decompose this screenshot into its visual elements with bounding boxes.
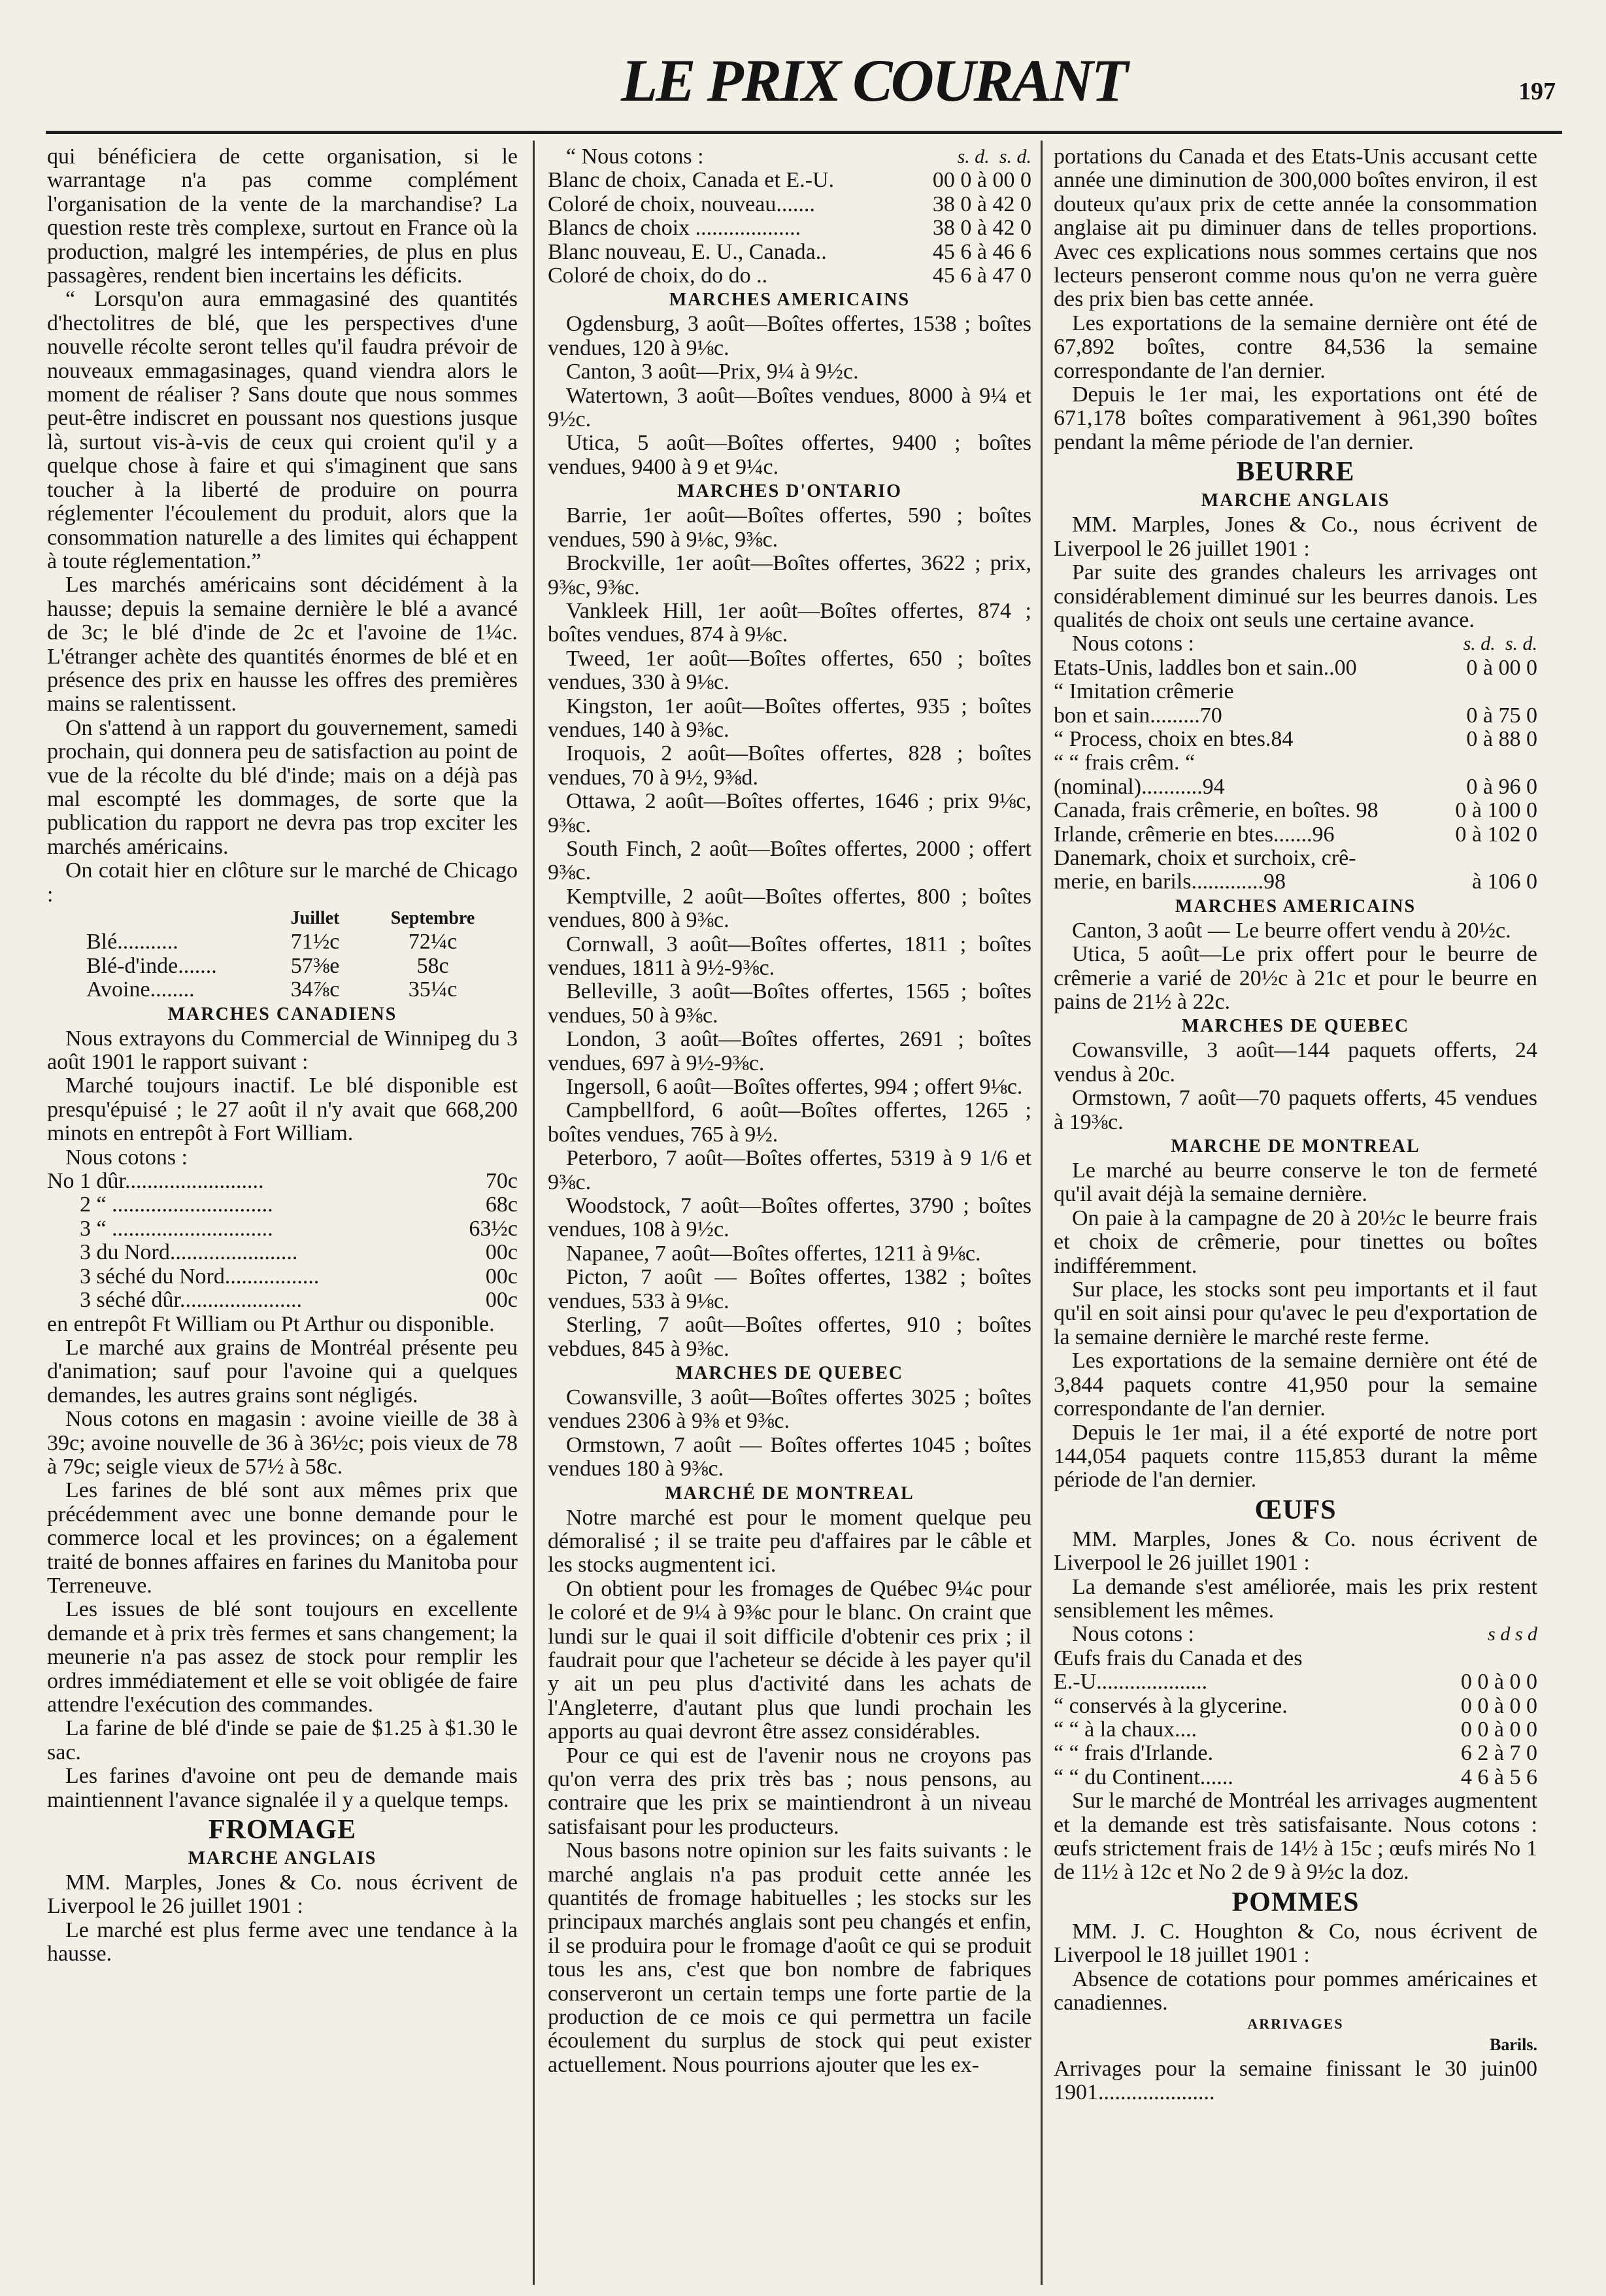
section-heading: MARCHE DE MONTREAL [1171,1136,1420,1157]
col-header: Septembre [390,908,475,928]
row-label: Blé........... [86,930,178,954]
section-heading: MARCHES DE QUEBEC [675,1362,904,1383]
row-value: 68c [485,1192,518,1217]
unit-label: Barils. [1490,2035,1537,2055]
paragraph: portations du Canada et des Etats-Unis accusant cette année une diminution de 300,000 boîtes environ, il est douteux qu'aux prix de cette année la consommation anglaise ait pu diminuer dans de telles proportions. Avec ces explications nous sommes certains que nos lecteurs penseront comme nous qu'on ne verra guère des prix bien bas cette année. [1054,145,1537,312]
paragraph: Belleville, 3 août—Boîtes offertes, 1565 ; boîtes vendues, 50 à 9⅜c. [548,979,1031,1028]
col-header: Juillet [290,908,340,928]
price-row [548,193,1031,216]
paragraph: Ingersoll, 6 août—Boîtes offertes, 994 ; offert 9⅛c. [566,1075,1023,1100]
paragraph: Le marché aux grains de Montréal présente peu d'animation; sauf pour l'avoine qui a quelques demandes, les autres grains sont négligés. [47,1335,518,1408]
paragraph: Campbellford, 6 août—Boîtes offertes, 1265 ; boîtes vendues, 765 à 9½. [548,1098,1031,1147]
row-value: 00 0 à 00 0 [932,168,1031,193]
section-heading: MARCHES AMERICAINS [1175,896,1416,917]
row-label: Arrivages pour la semaine finissant le 30 juin 1901..................... [1054,2056,1515,2105]
paragraph: Sur place, les stocks sont peu importants et il faut qu'il en soit ainsi pour qu'avec le peu d'exportation de la semaine dernière le marché reste ferme. [1054,1277,1537,1349]
row-label: “ “ à la chaux.... [1054,1717,1197,1742]
column-divider [1041,141,1043,2285]
paragraph: Le marché est plus ferme avec une tendance à la hausse. [47,1917,518,1967]
row-label: Blanc nouveau, E. U., Canada.. [548,239,827,264]
price-row [47,1193,518,1217]
section-heading: ARRIVAGES [1247,2016,1344,2033]
unit-label: s. d. [957,146,990,167]
paragraph: Marché toujours inactif. Le blé disponible est presqu'épuisé ; le 27 août il n'y avait que 668,200 minots en entrepôt à Fort William. [47,1073,518,1146]
header-units [958,145,1031,169]
paragraph: Kemptville, 2 août—Boîtes offertes, 800 ; boîtes vendues, 800 à 9⅜c. [548,884,1031,933]
row-label: bon et sain.........70 [1054,703,1222,728]
paragraph: Les marchés américains sont décidément à la hausse; depuis la semaine dernière le blé a avancé de 3c; le blé d'inde de 2c et l'avoine de 1¼c. L'étranger achète des quantités énormes de blé et en présence des prix en hausse les offres des premières mains se ralentissent. [47,573,518,717]
paragraph: Napanee, 7 août—Boîtes offertes, 1211 à 9⅛c. [566,1241,981,1266]
paragraph: Watertown, 3 août—Boîtes vendues, 8000 à 9¼ et 9½c. [548,383,1031,432]
row-value: 00 [1515,2056,1537,2081]
row-value: 0 à 00 0 [1466,655,1537,680]
price-row [1054,799,1537,822]
paragraph: Barrie, 1er août—Boîtes offertes, 590 ; boîtes vendues, 590 à 9⅛c, 9⅜c. [548,503,1031,552]
section-title: FROMAGE [208,1815,357,1846]
paragraph: Picton, 7 août — Boîtes offertes, 1382 ; boîtes vendues, 533 à 9⅛c. [548,1265,1031,1313]
section-heading: MARCHES DE QUEBEC [1181,1016,1410,1037]
paragraph: Notre marché est pour le moment quelque peu démoralisé ; il se traite peu d'affaires par le câble et les stocks augmentent ici. [548,1505,1031,1578]
page-number: 197 [1518,78,1556,105]
row-value: 0 à 102 0 [1455,822,1537,847]
row-label: Blanc de choix, Canada et E.-U. [548,168,835,193]
paragraph: Nous cotons en magasin : avoine vieille de 38 à 39c; avoine nouvelle de 36 à 36½c; pois vieux de 78 à 79c; seigle vieux de 57½ à 58c. [47,1407,518,1479]
paragraph: en entrepôt Ft William ou Pt Arthur ou disponible. [47,1311,495,1336]
paragraph: Utica, 5 août—Boîtes offertes, 9400 ; boîtes vendues, 9400 à 9 et 9¼c. [548,431,1031,479]
paragraph: Cowansville, 3 août—Boîtes offertes 3025 ; boîtes vendues 2306 à 9⅜ et 9⅜c. [548,1385,1031,1434]
price-row [548,264,1031,288]
row-value: 38 0 à 42 0 [932,192,1031,216]
row-label: “ conservés à la glycerine. [1054,1693,1288,1718]
row-value: 00c [485,1240,518,1265]
row-value: à 106 0 [1471,869,1537,894]
masthead [46,26,1562,124]
unit-label: s. d. [1505,633,1537,655]
row-label: Blancs de choix ................... [548,216,801,241]
paragraph: Par suite des grandes chaleurs les arrivages ont considérablement diminué sur les beurres danois. Les qualités de choix ont seuls une certaine avance. [1054,560,1537,632]
paragraph: Vankleek Hill, 1er août—Boîtes offertes, 874 ; boîtes vendues, 874 à 9⅛c. [548,598,1031,647]
paragraph: MM. Marples, Jones & Co. nous écrivent de Liverpool le 26 juillet 1901 : [1054,1527,1537,1576]
price-row [47,1241,518,1264]
section-title: ŒUFS [1254,1494,1337,1525]
row-label: E.-U.................... [1054,1670,1208,1695]
row-value: 0 0 à 0 0 [1460,1717,1537,1742]
row-label: 3 “ ............................. [80,1216,273,1241]
paragraph: Sur le marché de Montréal les arrivages augmentent et la demande est très satisfaisante. Nous cotons : œufs strictement frais de 14½ à 15c ; œufs mirés No 1 de 11½ à 12c et No 2 de 9 à 9½c la doz. [1054,1789,1537,1885]
column-3 [1054,145,1537,2283]
row-label: Avoine........ [86,977,195,1002]
paragraph: Tweed, 1er août—Boîtes offertes, 650 ; boîtes vendues, 330 à 9⅛c. [548,646,1031,695]
paragraph: Canton, 3 août—Prix, 9¼ à 9½c. [566,360,859,384]
section-title: BEURRE [1236,457,1355,488]
paragraph: Les farines d'avoine ont peu de demande mais maintiennent l'avance signalée il y a quelque temps. [47,1764,518,1812]
paragraph: “ Lorsqu'on aura emmagasiné des quantités d'hectolitres de blé, que les perspectives d'une nouvelle récolte seront telles qu'il faudra prévoir de nouveaux emmagasinages, quand viendra alors le moment de réaliser ? Sans doute que nous sommes peut-être indiscret en poussant nos questions jusque là, surtout vis-à-vis de ceux qui croient qu'il y a quelque chose à faire et qui s'imaginent que sans toucher à la liberté de produire on pourra réglementer l'écoulement du produit, alors que la consommation naturelle a des limites qui échappent à toute réglementation.” [47,287,518,573]
unit-label: s. d. [999,146,1031,167]
row-label: “ Process, choix en btes.84 [1054,726,1294,751]
price-row [548,216,1031,240]
paragraph: Brockville, 1er août—Boîtes offertes, 3622 ; prix, 9⅜c, 9⅜c. [548,551,1031,599]
price-row [1054,1647,1537,1670]
paragraph: Woodstock, 7 août—Boîtes offertes, 3790 ; boîtes vendues, 108 à 9½c. [548,1194,1031,1242]
row-label: 2 “ ............................. [80,1192,273,1217]
paragraph: Ormstown, 7 août—70 paquets offerts, 45 vendues à 19⅜c. [1054,1086,1537,1134]
paragraph: Sterling, 7 août—Boîtes offertes, 910 ; boîtes vebdues, 845 à 9⅜c. [548,1313,1031,1361]
paragraph: Les exportations de la semaine dernière ont été de 67,892 boîtes, contre 84,536 la semaine correspondante de l'an dernier. [1054,311,1537,383]
price-row [1054,870,1537,894]
row-label: No 1 dûr......................... [47,1169,264,1194]
paragraph: Iroquois, 2 août—Boîtes offertes, 828 ; boîtes vendues, 70 à 9½, 9⅜d. [548,741,1031,790]
row-label: merie, en barils.............98 [1054,869,1286,894]
header-label: Nous cotons : [1072,632,1194,656]
paragraph: On obtient pour les fromages de Québec 9¼c pour le coloré et de 9¼ à 9⅜c pour le blanc. On craint que lundi sur le quai il soit difficile d'obtenir ces prix ; il faudrait pour que l'acheteur se décide à les payer qu'il y ait un peu plus d'activité dans les achats de l'Angleterre, d'autant plus que lundi prochain les apports au quai devront être assez considérables. [548,1576,1031,1744]
price-row [1054,704,1537,728]
paragraph: La demande s'est améliorée, mais les prix restent sensiblement les mêmes. [1054,1574,1537,1623]
price-row [1054,1670,1537,1694]
section-heading: MARCHES D'ONTARIO [677,481,902,502]
table-header [1054,632,1537,656]
paragraph: Les issues de blé sont toujours en excellente demande et à prix très fermes et sans changement; la meunerie n'a pas assez de stock pour remplir les ordres immédiatement et elle se voit obligée de faire attendre l'exécution des commandes. [47,1597,518,1717]
section-heading: MARCHÉ DE MONTREAL [665,1483,914,1504]
paragraph: Canton, 3 août — Le beurre offert vendu à 20½c. [1072,918,1511,943]
column-2 [548,145,1031,2283]
price-row [1054,775,1537,799]
price-row [47,1170,518,1193]
paragraph: Nous basons notre opinion sur les faits suivants : le marché anglais n'a pas produit cette année les quantités de fromage habituelles ; les stocks sur les principaux marchés anglais sont peu changés et enfin, il se produira pour le fromage d'août ce qui se produit tous les ans, c'est que bon nombre de fabriques conserveront un certain temps une forte partie de la production de ce mois ce qui permettra un facile écoulement du surplus de stock qui peut exister actuellement. Nous pourrions ajouter que les ex- [548,1838,1031,2077]
cell: 35¼c [408,977,458,1002]
price-row [1054,728,1537,751]
column-1 [47,145,518,2283]
paragraph: Les farines de blé sont aux mêmes prix que précédemment avec une bonne demande pour le commerce local et les provinces; on a également traité de bonnes affaires en farines du Manitoba pour Terreneuve. [47,1478,518,1598]
unit-label: s. d. [1463,633,1496,655]
paragraph: Depuis le 1er mai, il a été exporté de notre port 144,054 paquets contre 115,853 durant la même période de l'an dernier. [1054,1420,1537,1493]
paragraph: Nous cotons : [65,1145,188,1170]
row-label: 3 séché dûr...................... [80,1288,302,1313]
row-label: Blé-d'inde....... [86,953,217,978]
price-row [548,169,1031,192]
price-row [47,1217,518,1241]
row-label: “ “ du Continent...... [1054,1764,1233,1789]
paragraph: MM. Marples, Jones & Co., nous écrivent de Liverpool le 26 juillet 1901 : [1054,513,1537,561]
price-row [1054,823,1537,847]
row-label: Œufs frais du Canada et des [1054,1646,1303,1670]
price-row [1054,680,1537,703]
price-row [1054,656,1537,680]
paragraph: Ottawa, 2 août—Boîtes offertes, 1646 ; prix 9⅛c, 9⅜c. [548,789,1031,837]
paragraph: On cotait hier en clôture sur le marché de Chicago : [47,858,518,907]
price-row [1054,1742,1537,1765]
paragraph: MM. Marples, Jones & Co. nous écrivent de Liverpool le 26 juillet 1901 : [47,1870,518,1919]
row-value: 0 à 100 0 [1455,798,1537,823]
price-row [47,1289,518,1312]
row-value: 70c [485,1169,518,1194]
row-value: 4 6 à 5 6 [1460,1764,1537,1789]
row-value: 0 0 à 0 0 [1460,1693,1537,1718]
paragraph: qui bénéficiera de cette organisation, si le warrantage n'a pas comme complément l'organisation de la vente de la marchandise? La question reste très complexe, surtout en France où la production, malgré les intempéries, de plus en plus passagères, rendent bien incertains les déficits. [47,145,518,288]
paragraph: Pour ce qui est de l'avenir nous ne croyons pas qu'on verra des prix très bas ; nous pensons, au contraire que les prix se maintiendront à un niveau satisfaisant pour les producteurs. [548,1743,1031,1839]
row-label: Etats-Unis, laddles bon et sain..00 [1054,655,1357,680]
newspaper-logo: LE PRIX COURANT [621,47,1126,114]
paragraph: Ormstown, 7 août — Boîtes offertes 1045 ; boîtes vendues 180 à 9⅜c. [548,1432,1031,1481]
row-label: “ “ frais d'Irlande. [1054,1741,1213,1766]
section-heading: MARCHE ANGLAIS [188,1848,377,1869]
row-label: (nominal)...........94 [1054,774,1225,799]
price-row [1054,1766,1537,1789]
paragraph: Utica, 5 août—Le prix offert pour le beurre de crêmerie a varié de 20½c à 21c et pour le beurre en pains de 21½ à 22c. [1054,942,1537,1014]
price-row [548,241,1031,264]
header-rule [46,131,1562,134]
cell: 71½c [290,930,340,954]
row-label: “ “ frais crêm. “ [1054,751,1196,775]
row-value: 38 0 à 42 0 [932,216,1031,241]
price-row [1054,751,1537,775]
paragraph: Cornwall, 3 août—Boîtes offertes, 1811 ; boîtes vendues, 1811 à 9½-9⅜c. [548,932,1031,980]
section-heading: MARCHES CANADIENS [167,1004,397,1024]
row-label: Danemark, choix et surchoix, crê- [1054,845,1356,870]
row-value: 6 2 à 7 0 [1460,1741,1537,1766]
row-label: Canada, frais crêmerie, en boîtes. 98 [1054,798,1379,823]
header-label: Nous cotons : [1072,1622,1194,1647]
paragraph: La farine de blé d'inde se paie de $1.25 à $1.30 le sac. [47,1716,518,1764]
row-label: 3 du Nord....................... [80,1240,298,1265]
row-value: 0 à 88 0 [1466,726,1537,751]
row-label: 3 séché du Nord................. [80,1264,320,1289]
paragraph: Peterboro, 7 août—Boîtes offertes, 5319 à 9 1/6 et 9⅜c. [548,1146,1031,1194]
row-value: 0 à 96 0 [1466,774,1537,799]
paragraph: Nous extrayons du Commercial de Winnipeg du 3 août 1901 le rapport suivant : [47,1026,518,1075]
row-label: Coloré de choix, do do .. [548,263,768,288]
section-heading: MARCHES AMERICAINS [669,290,911,311]
paragraph: MM. J. C. Houghton & Co, nous écrivent de Liverpool le 18 juillet 1901 : [1054,1919,1537,1968]
section-heading: MARCHE ANGLAIS [1201,490,1390,511]
header-label: “ Nous cotons : [566,145,704,169]
paragraph: Absence de cotations pour pommes américaines et canadiennes. [1054,1967,1537,2016]
row-label: Irlande, crêmerie en btes.......96 [1054,822,1335,847]
row-value: 0 à 75 0 [1466,703,1537,728]
row-value: 45 6 à 46 6 [932,239,1031,264]
column-divider [533,141,535,2285]
row-label: Coloré de choix, nouveau....... [548,192,815,216]
cell: 57⅜e [290,953,340,978]
paragraph: Kingston, 1er août—Boîtes offertes, 935 ; boîtes vendues, 140 à 9⅜c. [548,694,1031,742]
paragraph: On paie à la campagne de 20 à 20½c le beurre frais et choix de crêmerie, pour tinettes ou boîtes indifféremment. [1054,1206,1537,1278]
header-units: s d s d [1488,1623,1537,1646]
header-units [1464,632,1537,656]
cell: 58c [416,953,449,978]
row-value: 00c [485,1288,518,1313]
paragraph: South Finch, 2 août—Boîtes offertes, 2000 ; offert 9⅜c. [548,836,1031,885]
paragraph: Cowansville, 3 août—144 paquets offerts, 24 vendus à 20c. [1054,1038,1537,1087]
paragraph: Les exportations de la semaine dernière ont été de 3,844 paquets contre 41,950 pour la semaine correspondante de l'an dernier. [1054,1349,1537,1421]
table-header [548,145,1031,169]
cell: 34⅞c [290,977,340,1002]
price-row [1054,1695,1537,1718]
row-value: 45 6 à 47 0 [932,263,1031,288]
paragraph: Ogdensburg, 3 août—Boîtes offertes, 1538 ; boîtes vendues, 120 à 9⅛c. [548,312,1031,360]
row-value: 0 0 à 0 0 [1460,1670,1537,1695]
price-row [47,1265,518,1289]
row-label: “ Imitation crêmerie [1054,679,1234,704]
row-value: 63½c [469,1216,518,1241]
section-title: POMMES [1231,1887,1360,1917]
cell: 72¼c [408,930,458,954]
row-value: 00c [485,1264,518,1289]
price-row [1054,2057,1537,2105]
paragraph: London, 3 août—Boîtes offertes, 2691 ; boîtes vendues, 697 à 9½-9⅜c. [548,1027,1031,1075]
paragraph: On s'attend à un rapport du gouvernement, samedi prochain, qui donnera peu de satisfaction au point de vue de la récolte du blé d'inde; mais on a déjà pas mal escompté les dommages, de sorte que la publication du rapport ne devra pas trop exciter les marchés américains. [47,715,518,859]
paragraph: Le marché au beurre conserve le ton de fermeté qu'il avait déjà la semaine dernière. [1054,1158,1537,1207]
price-row [1054,847,1537,870]
chicago-table [86,907,518,1002]
price-row [1054,1718,1537,1742]
paragraph: Depuis le 1er mai, les exportations ont été de 671,178 boîtes comparativement à 961,390 boîtes pendant la même période de l'an dernier. [1054,382,1537,454]
table-header [1054,1623,1537,1646]
